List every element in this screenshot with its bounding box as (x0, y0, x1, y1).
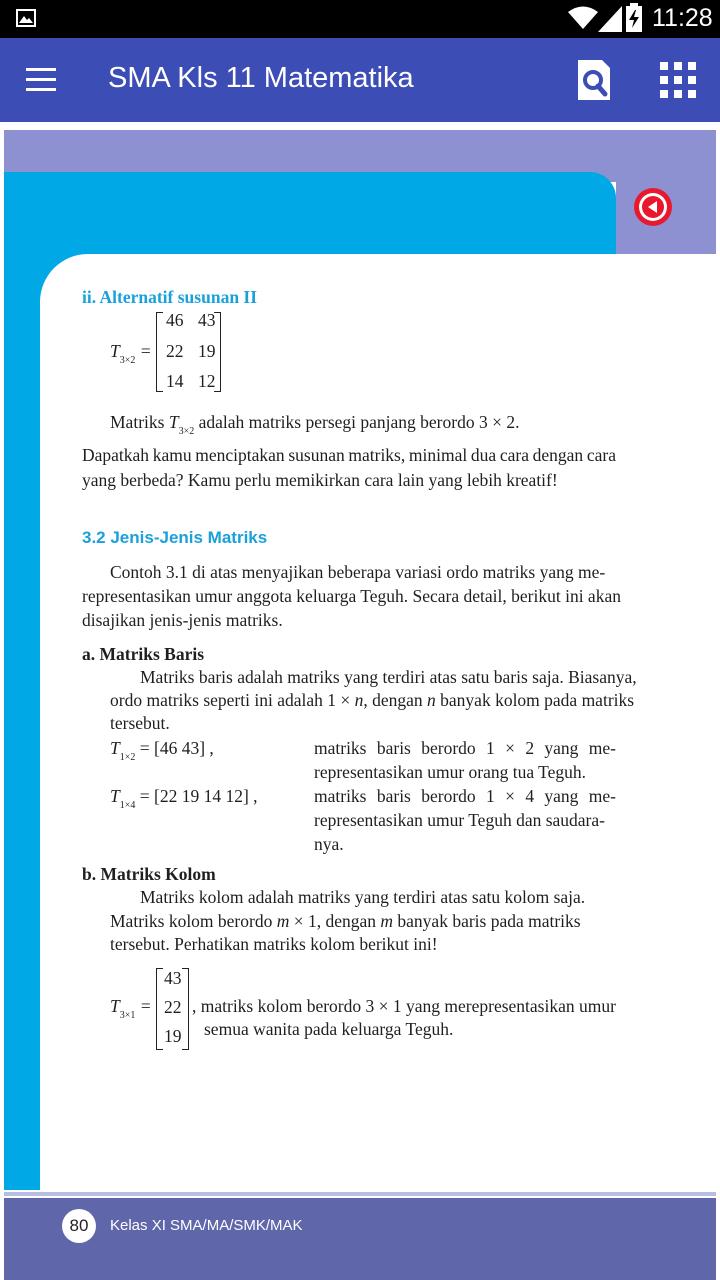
back-arrow-icon[interactable] (634, 188, 672, 226)
apps-grid-icon[interactable] (660, 62, 696, 98)
matrix-t31-label: $T_{3\times 1}$ = (110, 996, 152, 1021)
book-page (0, 122, 720, 1280)
wifi-icon (568, 5, 598, 31)
matriks-kolom-heading: b. Matriks Kolom (82, 864, 216, 884)
section-paragraph-line: Contoh 3.1 di atas menyajikan beberapa variasi ordo matriks yang me- (110, 562, 606, 582)
gallery-notification-icon (16, 9, 36, 27)
matriks-kolom-line: Matriks kolom adalah matriks yang terdiri atas satu kolom saja. (140, 887, 586, 907)
signal-icon (598, 6, 622, 32)
battery-charging-icon (626, 6, 642, 32)
app-bar (0, 38, 720, 122)
matrix-description: Matriks $T_{3\times 2}$ adalah matriks persegi panjang berordo 3 × 2. (110, 412, 520, 437)
section-paragraph-line: disajikan jenis-jenis matriks. (82, 610, 283, 630)
row-matrix-desc-line: matriks baris berordo 1 × 4 yang me- (314, 786, 616, 806)
row-matrix-eq-2: $T_{1\times 4} = [22$ 19 14 12] , (110, 786, 258, 811)
matrix-cell: 46 (166, 310, 184, 330)
section-heading: 3.2 Jenis-Jenis Matriks (82, 528, 268, 547)
row-matrix-desc-line: matriks baris berordo 1 × 2 yang me- (314, 738, 616, 758)
page-bottom-line (4, 1192, 716, 1196)
matriks-kolom-line: tersebut. Perhatikan matriks kolom berikut ini! (110, 934, 438, 954)
status-clock: 11:28 (652, 4, 713, 32)
footer-text: Kelas XI SMA/MA/SMK/MAK (110, 1217, 303, 1234)
matrix-cell: 19 (198, 341, 216, 361)
matrix-cell: 22 (166, 341, 184, 361)
row-matrix-desc-line: representasikan umur orang tua Teguh. (314, 762, 587, 782)
row-matrix-desc-line: representasikan umur Teguh dan saudara- (314, 810, 605, 830)
menu-icon[interactable] (26, 68, 56, 92)
status-bar (0, 0, 720, 38)
page-left-cyan-margin (4, 302, 42, 1190)
column-matrix-desc-line: semua wanita pada keluarga Teguh. (204, 1019, 454, 1039)
question-line-2: yang berbeda? Kamu perlu memikirkan cara lain yang lebih kreatif! (82, 470, 558, 490)
alt-heading: ii. Alternatif susunan II (82, 287, 258, 307)
matrix-cell: 14 (166, 371, 184, 391)
matrix-cell: 19 (164, 1026, 182, 1046)
search-document-icon[interactable] (576, 58, 612, 102)
page-number: 80 (62, 1209, 96, 1243)
matrix-cell: 22 (164, 997, 182, 1017)
matrix-cell: 43 (198, 310, 216, 330)
matriks-baris-line: Matriks baris adalah matriks yang terdiri atas satu baris saja. Biasanya, (140, 667, 637, 687)
column-matrix-desc-line: , matriks kolom berordo 3 × 1 yang merepresentasikan umur (192, 996, 616, 1016)
app-title: SMA Kls 11 Matematika (108, 62, 414, 94)
question-line-1: Dapatkah kamu menciptakan susunan matriks, minimal dua cara dengan cara (82, 445, 616, 465)
matrix-cell: 12 (198, 371, 216, 391)
matrix-t32-label: $T_{3\times 2}$ = (110, 341, 152, 366)
matriks-baris-heading: a. Matriks Baris (82, 644, 205, 664)
matriks-kolom-line: Matriks kolom berordo m × 1, dengan m banyak baris pada matriks (110, 911, 581, 931)
section-paragraph-line: representasikan umur anggota keluarga Teguh. Secara detail, berikut ini akan (82, 586, 621, 606)
row-matrix-desc-line: nya. (314, 834, 344, 854)
matrix-cell: 43 (164, 968, 182, 988)
page-footer (4, 1198, 716, 1280)
matriks-baris-line: tersebut. (110, 713, 170, 733)
matriks-baris-line: ordo matriks seperti ini adalah 1 × n, dengan n banyak kolom pada matriks (110, 690, 635, 710)
row-matrix-eq-1: $T_{1\times 2} = [46$ 43] , (110, 738, 214, 763)
